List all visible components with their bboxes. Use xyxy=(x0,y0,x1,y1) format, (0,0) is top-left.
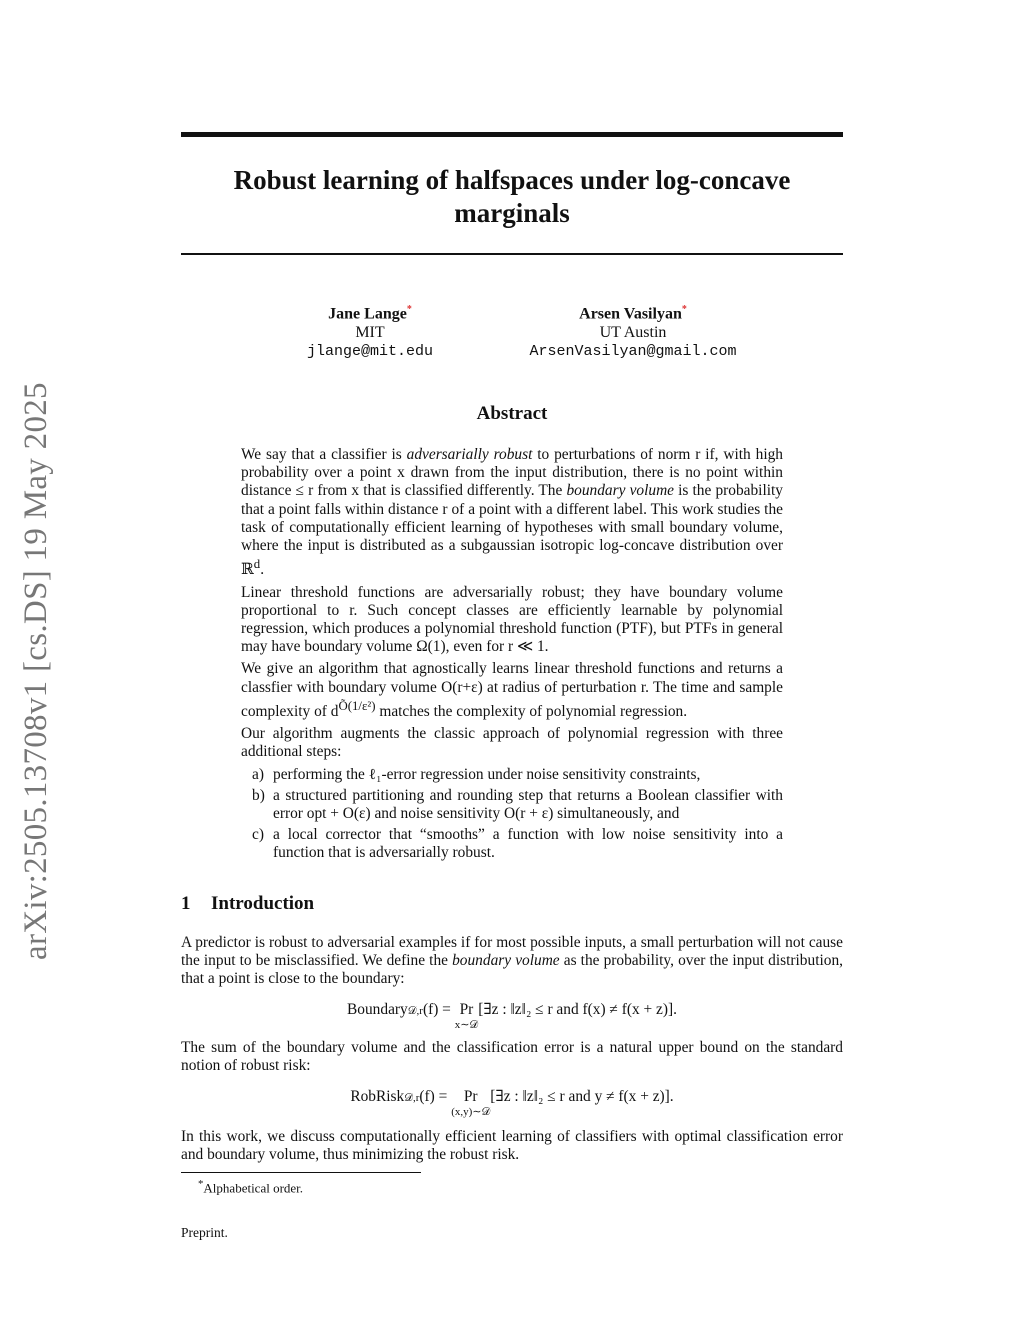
author-email[interactable]: jlange@mit.edu xyxy=(306,343,434,361)
abstract-paragraph-3: We give an algorithm that agnostically learns linear threshold functions and returns a classfier with boundary volume O(r+ε) at radius of perturbation r. The time and sample complexity of $d^{Õ(1/\varepsilon^2)}$ matches the complexity of polynomial regression. xyxy=(241,660,783,720)
abstract-heading: Abstract xyxy=(476,403,548,424)
intro-paragraph-1: A predictor is robust to adversarial examples if for most possible inputs, a small perturbation will not cause the input to be misclassified. We define the boundary volume as the probability, over the input distribution, that a point is close to the boundary: xyxy=(181,934,843,988)
list-item: a) performing the ℓ₁-error regression under noise sensitivity constraints, xyxy=(252,765,701,783)
author-affiliation: MIT xyxy=(355,324,385,342)
intro-paragraph-2: The sum of the boundary volume and the classification error is a natural upper bound on the standard notion of robust risk: xyxy=(181,1039,843,1075)
abstract-paragraph-2: Linear threshold functions are adversarially robust; they have boundary volume proportional to r. Such concept classes are efficiently learnable by polynomial regression, which produces a polynomial threshold function (PTF), but PTFs in general may have boundary volume Ω(1), even for r ≪ 1. xyxy=(241,583,783,656)
title-top-rule xyxy=(181,132,843,137)
footnote-rule xyxy=(181,1172,421,1173)
author-block-1 xyxy=(270,300,470,361)
abstract-steps-list xyxy=(241,766,783,863)
author-name: Jane Lange xyxy=(328,305,407,323)
section-heading-introduction xyxy=(181,893,314,915)
author-name: Arsen Vasilyan xyxy=(579,305,682,323)
abstract-body xyxy=(241,446,783,866)
abstract-paragraph-4: Our algorithm augments the classic approach of polynomial regression with three additional steps: xyxy=(241,725,783,761)
footnote: *Alphabetical order. xyxy=(198,1178,304,1196)
equation-boundary: Boundary𝒟,r(f) = Pr x∼𝒟 [∃z : ‖z‖₂ ≤ r and f(x) ≠ f(x + z)]. xyxy=(347,1001,677,1031)
abstract-paragraph-1: We say that a classifier is adversarially robust to perturbations of norm r if, with high probability over a point x drawn from the input distribution, there is no point within distance ≤ r from x that is classified differently. The boundary volume is the probability that a point falls within distance r of a point with a different label. This work studies the task of computationally efficient learning of hypotheses with small boundary volume, where the input is distributed as a subgaussian isotropic log-concave distribution over ℝ$^d$. xyxy=(241,446,783,579)
list-item: b) a structured partitioning and rounding step that returns a Boolean classifier with error opt + O(ε) and noise sensitivity O(r + ε) simultaneously, and xyxy=(252,786,783,822)
section-title: Introduction xyxy=(211,893,315,914)
intro-paragraph-3: In this work, we discuss computationally efficient learning of classifiers with optimal classification error and boundary volume, thus minimizing the robust risk. xyxy=(181,1128,843,1164)
author-mark: * xyxy=(681,304,687,315)
preprint-footer: Preprint. xyxy=(181,1225,228,1240)
list-item: c) a local corrector that “smooths” a function with low noise sensitivity into a function that is adversarially robust. xyxy=(252,826,783,862)
title-bottom-rule xyxy=(181,253,843,255)
author-email[interactable]: ArsenVasilyan@gmail.com xyxy=(529,343,737,361)
equation-robrisk: RobRisk𝒟,r(f) = Pr (x,y)∼𝒟 [∃z : ‖z‖₂ ≤ r and y ≠ f(x + z)]. xyxy=(350,1088,674,1118)
title-line-2: marginals xyxy=(454,198,570,228)
author-mark: * xyxy=(406,304,412,315)
author-block-2 xyxy=(513,300,753,361)
author-affiliation: UT Austin xyxy=(599,324,667,342)
arxiv-sidebar-stamp: arXiv:2505.13708v1 [cs.DS] 19 May 2025 xyxy=(18,382,54,960)
section-number: 1 xyxy=(181,893,191,914)
paper-title xyxy=(181,164,843,230)
title-line-1: Robust learning of halfspaces under log-concave xyxy=(233,165,791,195)
